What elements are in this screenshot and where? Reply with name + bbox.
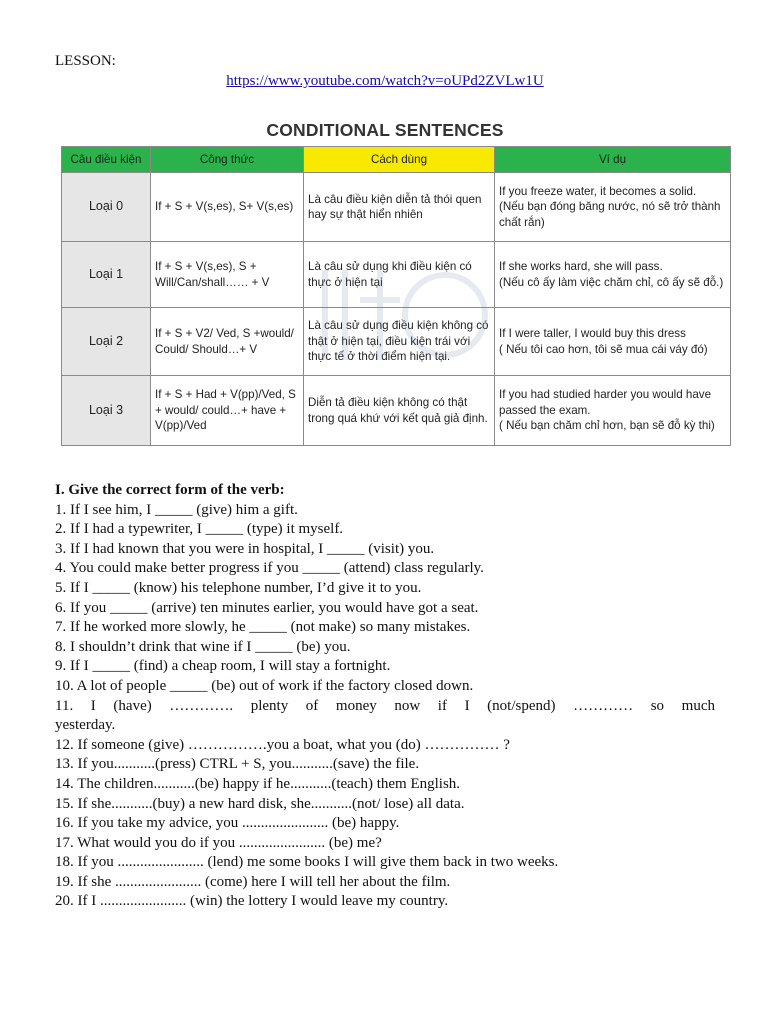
table-row bbox=[62, 376, 731, 446]
exercise-item: 9. If I _____ (find) a cheap room, I will stay a fortnight. bbox=[55, 658, 391, 675]
exercise-item: 17. What would you do if you ....................... (be) me? bbox=[55, 834, 382, 851]
exercise-item: 10. A lot of people _____ (be) out of work if the factory closed down. bbox=[55, 677, 474, 694]
cell-formula: If + S + V2/ Ved, S +would/ Could/ Should…+ V bbox=[151, 308, 304, 376]
exercise-item: 15. If she...........(buy) a new hard disk, she...........(not/ lose) all data. bbox=[55, 795, 465, 812]
header-type: Câu điều kiện bbox=[62, 147, 151, 173]
cell-type: Loại 3 bbox=[62, 376, 151, 446]
exercise-item: 5. If I _____ (know) his telephone number, I’d give it to you. bbox=[55, 579, 422, 596]
cell-type: Loại 0 bbox=[62, 173, 151, 242]
cell-formula: If + S + V(s,es), S+ V(s,es) bbox=[151, 173, 304, 242]
exercise-item: 6. If you _____ (arrive) ten minutes earlier, you would have got a seat. bbox=[55, 599, 479, 616]
cell-example: If you freeze water, it becomes a solid. (Nếu bạn đóng băng nước, nó sẽ trở thành chất rắn) bbox=[495, 173, 731, 242]
cell-type: Loại 2 bbox=[62, 308, 151, 376]
lesson-label: LESSON: bbox=[55, 53, 116, 69]
cell-example: If she works hard, she will pass. (Nếu cô ấy làm việc chăm chỉ, cô ấy sẽ đỗ.) bbox=[495, 242, 731, 308]
lesson-video-link[interactable]: https://www.youtube.com/watch?v=oUPd2ZVLw1U bbox=[226, 73, 544, 89]
cell-example: If I were taller, I would buy this dress ( Nếu tôi cao hơn, tôi sẽ mua cái váy đó) bbox=[495, 308, 731, 376]
exercise-item: 3. If I had known that you were in hospital, I _____ (visit) you. bbox=[55, 540, 435, 557]
exercise-item: 14. The children...........(be) happy if he...........(teach) them English. bbox=[55, 775, 461, 792]
exercise-heading: I. Give the correct form of the verb: bbox=[55, 482, 285, 498]
exercise-item: 16. If you take my advice, you ....................... (be) happy. bbox=[55, 815, 400, 832]
table-row bbox=[62, 173, 731, 242]
cell-usage: Diễn tả điều kiện không có thật trong quá khứ với kết quả giả định. bbox=[304, 376, 495, 446]
cell-formula: If + S + V(s,es), S + Will/Can/shall…… + V bbox=[151, 242, 304, 308]
exercise-item: 1. If I see him, I _____ (give) him a gift. bbox=[55, 501, 298, 518]
exercise-section bbox=[55, 481, 715, 912]
exercise-item-continued: yesterday. bbox=[55, 717, 116, 734]
exercise-item: 2. If I had a typewriter, I _____ (type) it myself. bbox=[55, 521, 344, 538]
header-example: Ví dụ bbox=[495, 147, 731, 173]
table-row bbox=[62, 308, 731, 376]
exercise-item: 18. If you ....................... (lend) me some books I will give them back in two weeks. bbox=[55, 854, 559, 871]
exercise-item: 8. I shouldn’t drink that wine if I _____ (be) you. bbox=[55, 638, 351, 655]
exercise-item: 19. If she ....................... (come) here I will tell her about the film. bbox=[55, 873, 451, 890]
exercise-item: 12. If someone (give) …………….you a boat, what you (do) …………… ? bbox=[55, 736, 510, 753]
header-usage: Cách dùng bbox=[304, 147, 495, 173]
cell-formula: If + S + Had + V(pp)/Ved, S + would/ could…+ have + V(pp)/Ved bbox=[151, 376, 304, 446]
conditionals-table bbox=[61, 146, 731, 446]
exercise-item: 11. I (have) …………. plenty of money now if I (not/spend) ………… so much bbox=[55, 697, 715, 714]
cell-usage: Là câu sử dụng điều kiện không có thật ở hiện tại, điều kiện trái với thực tế ở thời điểm hiện tại. bbox=[304, 308, 495, 376]
exercise-item: 4. You could make better progress if you _____ (attend) class regularly. bbox=[55, 560, 484, 577]
page-title: CONDITIONAL SENTENCES bbox=[266, 120, 504, 140]
exercise-item: 20. If I ....................... (win) the lottery I would leave my country. bbox=[55, 893, 449, 910]
cell-type: Loại 1 bbox=[62, 242, 151, 308]
exercise-item: 13. If you...........(press) CTRL + S, you...........(save) the file. bbox=[55, 756, 420, 773]
cell-usage: Là câu sử dụng khi điều kiện có thực ở hiện tại bbox=[304, 242, 495, 308]
cell-usage: Là câu điều kiện diễn tả thói quen hay sự thật hiển nhiên bbox=[304, 173, 495, 242]
table-row bbox=[62, 242, 731, 308]
table-header-row bbox=[62, 147, 731, 173]
header-formula: Công thức bbox=[151, 147, 304, 173]
exercise-item: 7. If he worked more slowly, he _____ (not make) so many mistakes. bbox=[55, 619, 471, 636]
cell-example: If you had studied harder you would have passed the exam. ( Nếu bạn chăm chỉ hơn, bạn sẽ đỗ kỳ thi) bbox=[495, 376, 731, 446]
